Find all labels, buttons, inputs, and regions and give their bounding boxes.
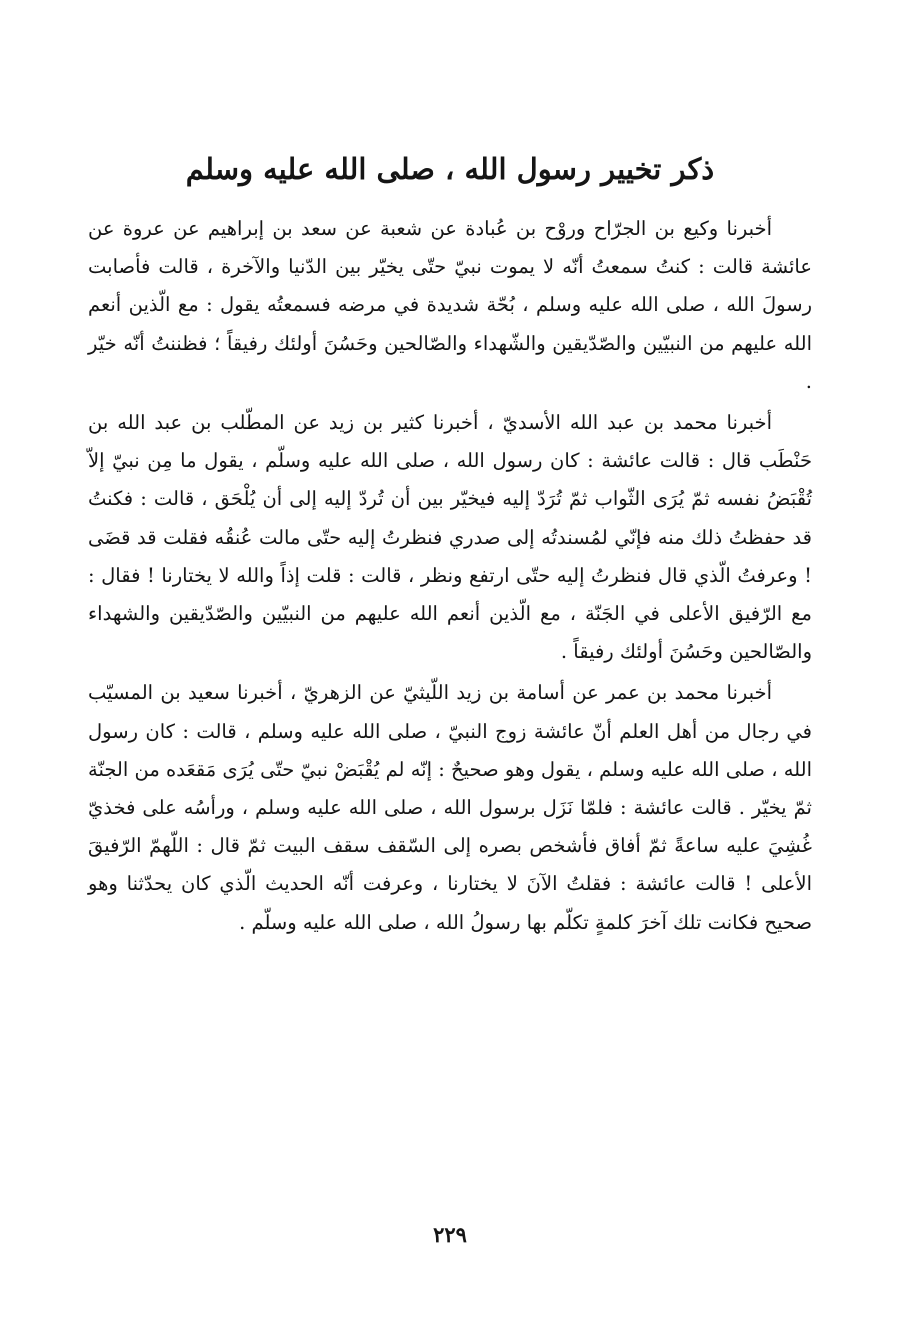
paragraph-2: أخبرنا محمد بن عبد الله الأسديّ ، أخبرنا كثير بن زيد عن المطّلب بن عبد الله بن حَنْطَب قال : قالت عائشة : كان رسول الله ، صلى الله عليه وسلّم ، يقول ما مِن نبيّ إلاّ تُقْبَضُ نفسه ثمّ يُرَى الثّواب ثمّ تُرَدّ إليه فيخيّر بين أن تُردّ إليه إلى أن يُلْحَق ، قالت : فكنتُ قد حفظتُ ذلك منه فإنّي لمُسندتُه إلى صدري فنظرتُ إليه حتّى مالت عُنقُه فقلت قد قضَى ! وعرفتُ الّذي قال فنظرتُ إليه حتّى ارتفع ونظر ، قالت : قلت إذاً والله لا يختارنا ! فقال : مع الرّفيق الأعلى في الجَنّة ، مع الّذين أنعم الله عليهم من النبيّين والصّدّيقين والشهداء والصّالحين وحَسُنَ أولئك رفيقاً . [88, 411, 812, 664]
chapter-title: ذكر تخيير رسول الله ، صلى الله عليه وسلم [185, 152, 715, 187]
paragraph-3: أخبرنا محمد بن عمر عن أسامة بن زيد اللّيثيّ عن الزهريّ ، أخبرنا سعيد بن المسيّب في رجال من أهل العلم أنّ عائشة زوج النبيّ ، صلى الله عليه وسلم ، قالت : كان رسول الله ، صلى الله عليه وسلم ، يقول وهو صحيحٌ : إنّه لم يُقْبَضْ نبيّ حتّى يُرَى مَقعَده من الجنّة ثمّ يخيّر . قالت عائشة : فلمّا نَزَل برسول الله ، صلى الله عليه وسلم ، ورأسُه على فخذيّ غُشِيَ عليه ساعةً ثمّ أفاق فأشخص بصره إلى السّقف سقف البيت ثمّ قال : اللّهمّ الرّفيقَ الأعلى ! قالت عائشة : فقلتُ الآنَ لا يختارنا ، وعرفت أنّه الحديث الّذي كان يحدّثنا وهو صحيح فكانت تلك آخرَ كلمةٍ تكلّم بها رسولُ الله ، صلى الله عليه وسلّم . [88, 681, 812, 934]
body-text [88, 210, 812, 945]
page-number: ٢٢٩ [433, 1222, 467, 1247]
paragraph-1: أخبرنا وكيع بن الجرّاح وروْح بن عُبادة عن شعبة عن سعد بن إبراهيم عن عروة عن عائشة قالت : كنتُ سمعتُ أنّه لا يموت نبيّ حتّى يخيّر بين الدّنيا والآخرة ، قالت فأصابت رسولَ الله ، صلى الله عليه وسلم ، بُحّة شديدة في مرضه فسمعتُه يقول : مع الّذين أنعم الله عليهم من النبيّين والصّدّيقين والشّهداء والصّالحين وحَسُنَ أولئك رفيقاً ؛ فظننتُ أنّه خيّر . [88, 217, 812, 393]
